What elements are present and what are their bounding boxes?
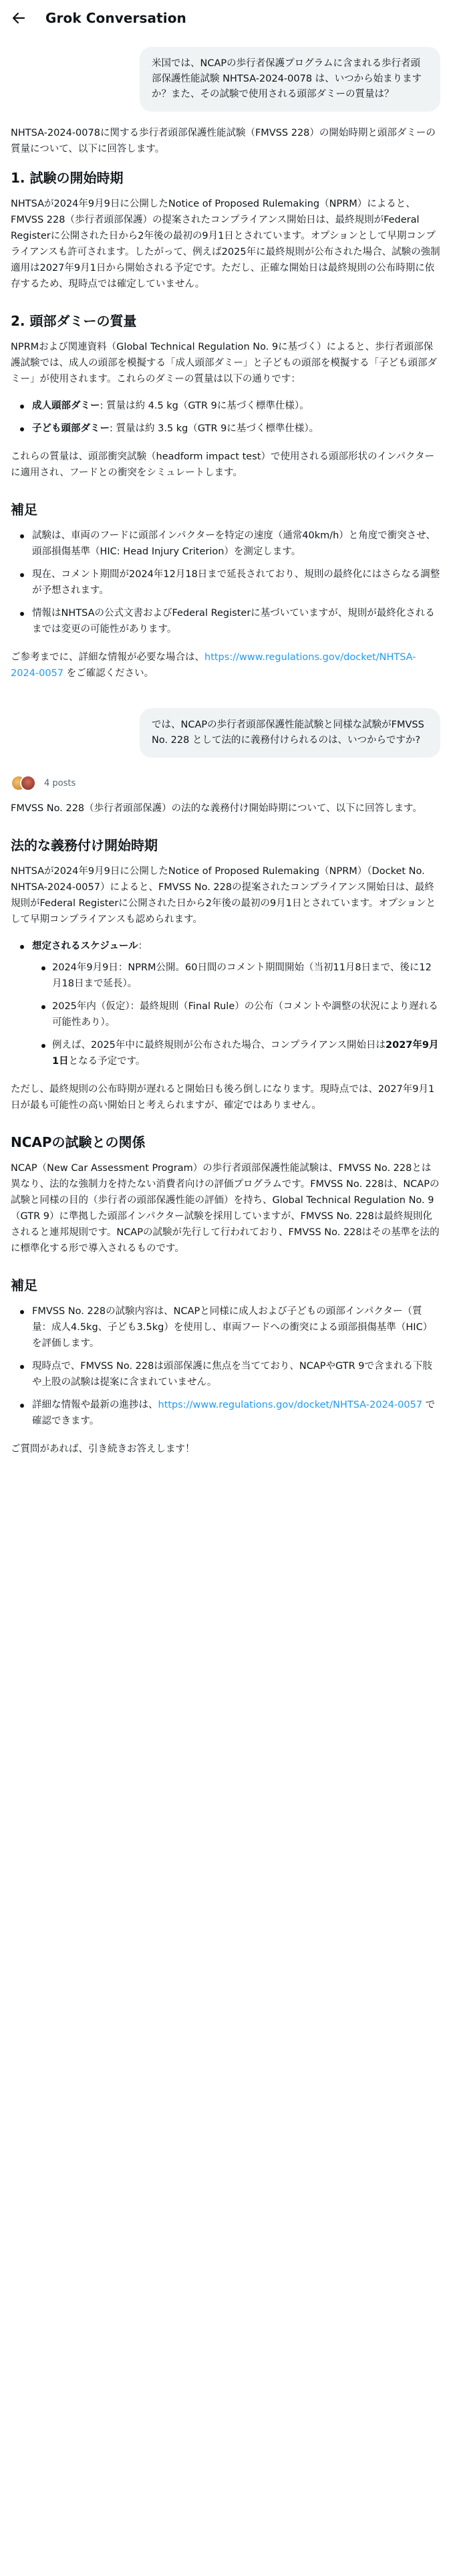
list-item: 2025年内（仮定）：最終規則（Final Rule）の公布（コメントや調整の状況により遅れる可能性あり）。 xyxy=(32,998,440,1031)
section-heading: 補足 xyxy=(11,502,37,518)
reference-paragraph xyxy=(11,649,440,681)
section-heading: 補足 xyxy=(11,1277,37,1293)
avatar-stack xyxy=(11,775,37,791)
page-title: Grok Conversation xyxy=(45,10,186,26)
item-text: で確認できます。 xyxy=(32,1400,436,1426)
list-item xyxy=(32,1037,440,1069)
message-thread xyxy=(0,47,451,1468)
nested-list xyxy=(32,960,440,1069)
user-message: 米国では、NCAPの歩行者保護プログラムに含まれる歩行者頭部保護性能試験 NHTSA-2024-0078 は、いつから始まりますか？また、その試験で使用される頭部ダミーの質量は？ xyxy=(140,47,440,112)
list-item xyxy=(11,398,440,414)
paragraph: NCAP（New Car Assessment Program）の歩行者頭部保護性能試験は、FMVSS No. 228とは異なり、法的な強制力を持たない消費者向けの評価プログラムです。FMVSS No. 228は、NCAPの試験と同様の目的（歩行者の頭部保護性能の評価）を持ち、Global Technical Regulation No. 9（GTR 9）に準拠した頭部インパクター試験を採用していますが、FMVSS No. 228は最終規則化されると連邦規則です。NCAPの試験が先行して行われており、FMVSS No. 228はその基準を法的に標準化する形で導入されるものです。 xyxy=(11,1163,440,1254)
list-item xyxy=(11,421,440,437)
bold-label: 想定されるスケジュール xyxy=(32,941,138,952)
bullet-list xyxy=(11,1303,440,1429)
bullet-list xyxy=(11,528,440,637)
posts-count: 4 posts xyxy=(44,778,76,788)
closing-text: ご質問があれば、引き続きお答えします！ xyxy=(11,1444,195,1455)
list-item xyxy=(11,1397,440,1429)
item-text: 例えば、2025年中に最終規則が公布された場合、コンプライアンス開始日は xyxy=(52,1040,386,1051)
ref-text: をご確認ください。 xyxy=(63,668,154,679)
back-arrow-icon[interactable] xyxy=(11,10,27,26)
docket-link[interactable]: https://www.regulations.gov/docket/NHTSA-2024-0057 xyxy=(11,652,416,679)
list-item: 現時点で、FMVSS No. 228は頭部保護に焦点を当てており、NCAPやGTR 9で含まれる下肢や上股の試験は提案に含まれていません。 xyxy=(11,1358,440,1390)
ref-text: ご参考までに、詳細な情報が必要な場合は、 xyxy=(11,652,204,663)
section-heading: NCAPの試験との関係 xyxy=(11,1134,146,1150)
paragraph: ただし、最終規則の公布時期が遅れると開始日も後ろ倒しになります。現時点では、2027年9月1日が最も可能性の高い開始日と考えられますが、確定ではありません。 xyxy=(11,1084,435,1111)
paragraph: NPRMおよび関連資料（Global Technical Regulation No. 9に基づく）によると、歩行者頭部保護試験では、成人の頭部を模擬する「成人頭部ダミー」と子どもの頭部を模擬する「子ども頭部ダミー」が使用されます。これらのダミーの質量は以下の通りです： xyxy=(11,342,437,385)
answer-intro: NHTSA-2024-0078に関する歩行者頭部保護性能試験（FMVSS 228）の開始時期と頭部ダミーの質量について、以下に回答します。 xyxy=(11,128,436,154)
bold-date: 2027年9月1日 xyxy=(52,1040,439,1067)
paragraph: NHTSAが2024年9月9日に公開したNotice of Proposed Rulemaking（NPRM）（Docket No. NHTSA-2024-0057）によると、FMVSS No. 228の提案されたコンプライアンス開始日は、最終規則がFederal Registerに公開された日から2年後の最初の9月1日とされています。オプションとして早期コンプライアンスも認められます。 xyxy=(11,866,436,925)
list-item: 試験は、車両のフードに頭部インパクターを特定の速度（通常40km/h）と角度で衝突させ、頭部損傷基準（HIC: Head Injury Criterion）を測定します。 xyxy=(11,528,440,560)
paragraph: これらの質量は、頭部衝突試験（headform impact test）で使用される頭部形状のインパクターに適用され、フードとの衝突をシミュレートします。 xyxy=(11,451,435,478)
item-text: 詳細な情報や最新の進捗は、 xyxy=(32,1400,158,1410)
answer-intro: FMVSS No. 228（歩行者頭部保護）の法的な義務付け開始時期について、以下に回答します。 xyxy=(11,803,422,814)
list-item: FMVSS No. 228の試験内容は、NCAPと同様に成人および子どもの頭部インパクター（質量：成人4.5kg、子ども3.5kg）を使用し、車両フードへの衝突による頭部損傷基準（HIC）を評価します。 xyxy=(11,1303,440,1352)
list-item: 現在、コメント期間が2024年12月18日まで延長されており、規則の最終化にはさらなる調整が予想されます。 xyxy=(11,566,440,599)
header-bar xyxy=(0,0,451,36)
item-text: : 質量は約 4.5 kg（GTR 9に基づく標準仕様）。 xyxy=(100,401,309,411)
assistant-message xyxy=(11,125,440,681)
sources-posts[interactable] xyxy=(11,775,440,791)
section-heading: 2. 頭部ダミーの質量 xyxy=(11,313,137,329)
bullet-list xyxy=(11,938,440,1069)
avatar xyxy=(20,775,36,791)
section-heading: 1. 試験の開始時期 xyxy=(11,170,124,186)
assistant-message xyxy=(11,800,440,1457)
bold-label: 成人頭部ダミー xyxy=(32,401,100,411)
docket-link[interactable]: https://www.regulations.gov/docket/NHTSA-2024-0057 xyxy=(158,1400,423,1410)
item-text: : 質量は約 3.5 kg（GTR 9に基づく標準仕様）。 xyxy=(110,423,319,434)
bold-label: 子ども頭部ダミー xyxy=(32,423,110,434)
item-text: となる予定です。 xyxy=(68,1056,146,1067)
paragraph: NHTSAが2024年9月9日に公開したNotice of Proposed Rulemaking（NPRM）によると、FMVSS 228（歩行者頭部保護）の提案されたコンプライアンス開始日は、最終規則がFederal Registerに公開された日から2年後の最初の9月1日とされています。オプションとして早期コンプライアンスも許可されます。したがって、例えば2025年に最終規則が公布された場合、試験の強制適用は2027年9月1日から開始される予定です。ただし、正確な開始日は最終規則の公布時期に依存するため、現時点では確定していません。 xyxy=(11,199,440,290)
list-item xyxy=(11,938,440,1069)
bullet-list xyxy=(11,398,440,437)
section-heading: 法的な義務付け開始時期 xyxy=(11,837,158,853)
user-message: では、NCAPの歩行者頭部保護性能試験と同様な試験がFMVSS No. 228 として法的に義務付けられるのは、いつからですか? xyxy=(140,708,440,758)
list-item: 2024年9月9日：NPRM公開。60日間のコメント期間開始（当初11月8日まで、後に12月18日まで延長）。 xyxy=(32,960,440,992)
item-text: ： xyxy=(138,941,148,952)
list-item: 情報はNHTSAの公式文書およびFederal Registerに基づいていますが、規則が最終化されるまでは変更の可能性があります。 xyxy=(11,605,440,637)
